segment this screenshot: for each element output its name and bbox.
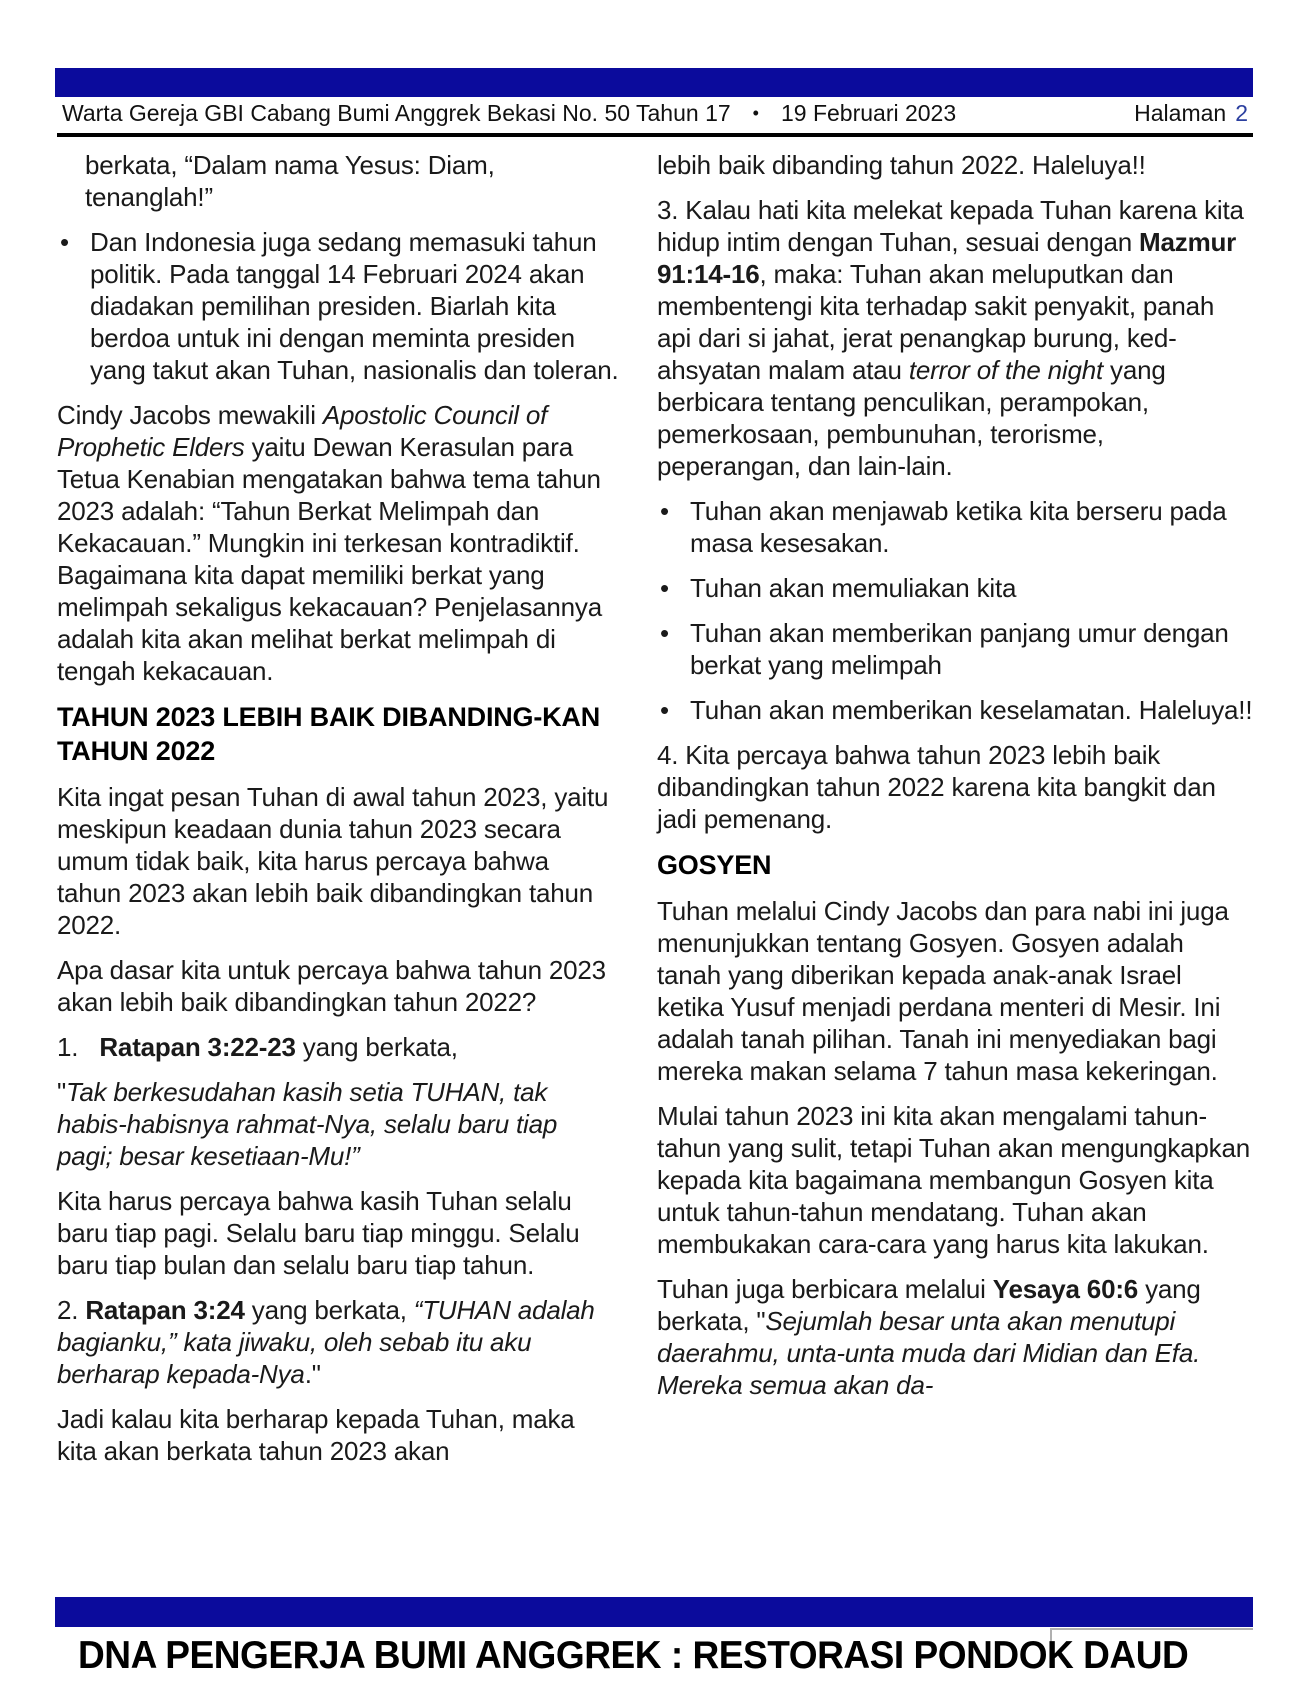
italic-text-run: Apostolic Council of Prophetic Elders	[57, 400, 548, 462]
paragraph	[57, 1031, 619, 1063]
paragraph	[57, 781, 619, 941]
text-run: "	[57, 1077, 67, 1107]
bold-text-run: Yesaya 60:6	[992, 1274, 1139, 1304]
issue-date: 19 Februari 2023	[780, 100, 957, 126]
text-run: , maka: Tuhan akan meluputkan dan membentengi kita terhadap sakit penyakit, panah api dari si jahat, jerat penangkap burung, kedahsyatan malam atau	[657, 259, 1215, 385]
bullet-marker-icon: •	[660, 573, 669, 603]
paragraph	[57, 954, 619, 1018]
italic-text-run: Tak berkesudahan kasih setia TUHAN, tak habis-habisnya rahmat-Nya, selalu baru tiap pagi; besar kesetiaan-Mu!”	[57, 1077, 558, 1171]
text-run: 4. Kita percaya bahwa tahun 2023 lebih baik dibandingkan tahun 2022 karena kita bangkit dan jadi pemenang.	[657, 740, 1216, 834]
paragraph	[657, 1273, 1253, 1401]
text-run: Mulai tahun 2023 ini kita akan mengalami tahun-tahun yang sulit, tetapi Tuhan akan mengungkapkan kepada kita bagaimana membangun Gosyen kita untuk tahun-tahun mendatang. Tuhan akan membukakan cara-cara yang harus kita lakukan.	[657, 1101, 1250, 1259]
continuation-paragraph	[57, 149, 619, 213]
text-run: Dan Indonesia juga sedang memasuki tahun politik. Pada tanggal 14 Februari 2024 akan diadakan pemilihan presiden. Biarlah kita berdoa untuk ini dengan meminta presiden yang takut akan Tuhan, nasionalis dan toleran.	[90, 227, 619, 385]
bold-text-run: Ratapan 3:22-23	[99, 1032, 296, 1062]
text-run: 2.	[57, 1295, 86, 1325]
left-column	[57, 149, 619, 1480]
paragraph	[657, 739, 1253, 835]
bold-text-run: Mazmur 91:14-16	[657, 227, 1237, 289]
paragraph	[657, 1100, 1253, 1260]
text-run: 1.	[57, 1032, 100, 1062]
text-run: Tuhan juga berbicara melalui	[657, 1274, 993, 1304]
newsletter-title: Warta Gereja GBI Cabang Bumi Anggrek Bekasi No. 50 Tahun 17	[62, 100, 731, 126]
bold-text-run: Ratapan 3:24	[85, 1295, 245, 1325]
bullet-item	[57, 226, 619, 386]
paragraph	[57, 1403, 619, 1467]
footer-banner-text: DNA PENGERJA BUMI ANGGREK : RESTORASI PONDOK DAUD	[78, 1634, 1189, 1677]
text-run: "	[756, 1306, 766, 1336]
text-run: Jadi kalau kita berharap kepada Tuhan, maka kita akan berkata tahun 2023 akan	[57, 1404, 575, 1466]
header-rule	[57, 133, 1253, 137]
bullet-item	[657, 694, 1253, 726]
paragraph	[57, 399, 619, 687]
footer-divider-bar	[55, 1597, 1253, 1627]
paragraph	[657, 895, 1253, 1087]
text-run: Tuhan akan memberikan panjang umur dengan berkat yang melimpah	[690, 618, 1229, 680]
bold-text-run: GOSYEN	[657, 850, 772, 880]
text-run: Apa dasar kita untuk percaya bahwa tahun 2023 akan lebih baik dibandingkan tahun 2022?	[57, 955, 606, 1017]
italic-text-run: terror of the night	[908, 355, 1104, 385]
bullet-item	[657, 495, 1253, 559]
text-run: 3. Kalau hati kita melekat kepada Tuhan karena kita hidup intim dengan Tuhan, sesuai dengan	[657, 195, 1244, 257]
frame-border-horizontal	[1050, 1628, 1253, 1630]
bullet-item	[657, 617, 1253, 681]
text-run: Tuhan akan memberikan keselamatan. Haleluya!!	[690, 695, 1253, 725]
bullet-text	[90, 226, 619, 386]
right-column	[657, 149, 1253, 1480]
text-run: yang berkata,	[244, 1295, 414, 1325]
text-run: yang berkata,	[295, 1032, 458, 1062]
bullet-separator-icon: •	[752, 103, 759, 123]
text-run: Tuhan melalui Cindy Jacobs dan para nabi ini juga menunjukkan tentang Gosyen. Gosyen adalah tanah yang diberikan kepada anak-anak Israel ketika Yusuf menjadi perdana menteri di Mesir. Ini adalah tanah pilihan. Tanah ini menyediakan bagi mereka makan selama 7 tahun masa kekeringan.	[657, 896, 1229, 1086]
page-label: Halaman	[1134, 100, 1227, 126]
bullet-text	[690, 617, 1253, 681]
text-run: yang berbicara tentang penculikan, perampokan, pemerkosaan, pembunuhan, terorisme, peperangan, dan lain-lain.	[657, 355, 1166, 481]
bullet-text	[690, 572, 1253, 604]
bullet-item	[657, 572, 1253, 604]
bullet-marker-icon: •	[660, 496, 669, 526]
top-divider-bar	[55, 68, 1253, 97]
bold-text-run: TAHUN 2023 LEBIH BAIK DIBANDING-KAN TAHUN 2022	[57, 702, 601, 766]
bullet-marker-icon: •	[60, 227, 69, 257]
bullet-marker-icon: •	[660, 618, 669, 648]
text-run: Kita ingat pesan Tuhan di awal tahun 2023, yaitu meskipun keadaan dunia tahun 2023 secara umum tidak baik, kita harus percaya bahwa tahun 2023 akan lebih baik dibandingkan tahun 2022.	[57, 782, 609, 940]
header-left-group	[62, 99, 956, 129]
text-run: lebih baik dibanding tahun 2022. Haleluya!!	[657, 150, 1146, 180]
bullet-text	[690, 694, 1253, 726]
text-run: yaitu Dewan Kerasulan para Tetua Kenabian mengatakan bahwa tema tahun 2023 adalah: “Tahun Berkat Melimpah dan Kekacauan.” Mungkin ini terkesan kontradiktif. Bagaimana kita dapat memiliki berkat yang melimpah sekaligus kekacauan? Penjelasannya adalah kita akan melihat berkat melimpah di tengah kekacauan.	[57, 432, 602, 686]
section-heading	[57, 700, 619, 768]
italic-text-run: Sejumlah besar unta akan menutupi daerahmu, unta-unta muda dari Midian dan Efa. Mereka semua akan da-	[657, 1306, 1201, 1400]
text-run: Cindy Jacobs mewakili	[57, 400, 323, 430]
text-run: berkata, “Dalam nama Yesus: Diam, tenanglah!”	[85, 150, 495, 212]
italic-text-run: “TUHAN adalah bagianku,” kata jiwaku, oleh sebab itu aku berharap kepada-Nya	[57, 1295, 595, 1389]
paragraph	[57, 1185, 619, 1281]
text-run: ."	[304, 1359, 321, 1389]
text-run: Tuhan akan memuliakan kita	[690, 573, 1017, 603]
paragraph	[657, 194, 1253, 482]
paragraph	[57, 1294, 619, 1390]
paragraph	[57, 1076, 619, 1172]
text-run: yang berkata,	[657, 1274, 1201, 1336]
article-body	[57, 149, 1253, 1480]
header-right-group	[1134, 99, 1248, 127]
page-number: 2	[1235, 100, 1248, 126]
bullet-text	[690, 495, 1253, 559]
text-run: Tuhan akan menjawab ketika kita berseru pada masa kesesakan.	[690, 496, 1227, 558]
text-run: Kita harus percaya bahwa kasih Tuhan selalu baru tiap pagi. Selalu baru tiap minggu. Selalu baru tiap bulan dan selalu baru tiap tahun.	[57, 1186, 580, 1280]
bullet-marker-icon: •	[660, 695, 669, 725]
paragraph	[657, 149, 1253, 181]
page-header	[62, 99, 1248, 129]
section-heading	[657, 848, 1253, 882]
